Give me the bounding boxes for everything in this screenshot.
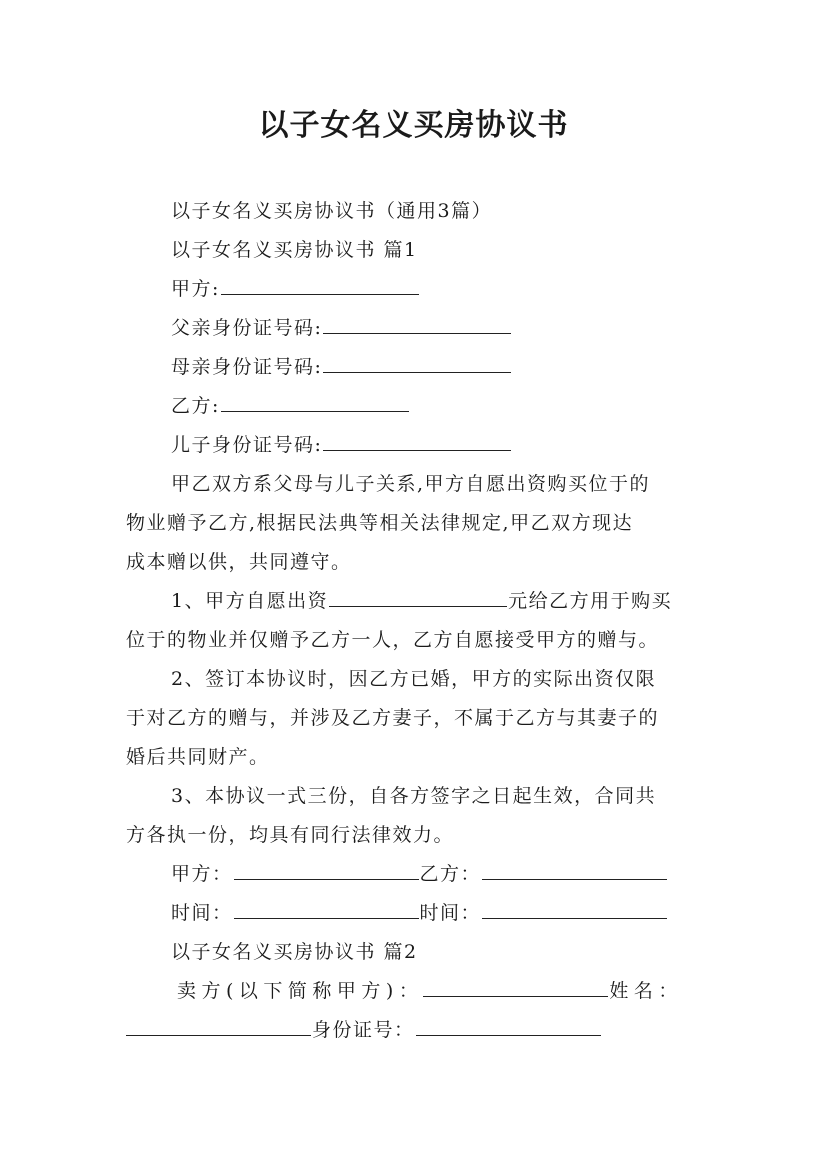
- clause-2-line-2: 于对乙方的赠与，并涉及乙方妻子，不属于乙方与其妻子的: [126, 707, 660, 729]
- seller-blank[interactable]: [423, 977, 608, 997]
- clause-1-line-1: [171, 586, 672, 616]
- time-b-label: 时间：: [419, 902, 482, 924]
- mother-id-line: [171, 352, 512, 382]
- son-id-blank[interactable]: [323, 431, 511, 451]
- party-a-blank[interactable]: [221, 275, 419, 295]
- mother-id-label: 母亲身份证号码:: [171, 356, 323, 378]
- clause-3-line-2: 方各执一份，均具有同行法律效力。: [126, 824, 455, 846]
- party-a-line: [171, 274, 420, 304]
- article-1-heading: 以子女名义买房协议书 篇1: [171, 239, 418, 261]
- party-b-label: 乙方:: [171, 395, 220, 417]
- clause-3-line-1: 3、本协议一式三份，自各方签字之日起生效，合同共: [171, 785, 657, 807]
- clause-1-text-a: 1、甲方自愿出资: [171, 590, 329, 612]
- signature-party-b-label: 乙方：: [419, 863, 482, 885]
- clause-2-line-1: 2、签订本协议时，因乙方已婚，甲方的实际出资仅限: [171, 668, 657, 690]
- time-b-blank[interactable]: [482, 899, 667, 919]
- paragraph-1-line-3: 成本赠以供，共同遵守。: [126, 551, 352, 573]
- clause-2-line-3: 婚后共同财产。: [126, 746, 270, 768]
- time-a-blank[interactable]: [234, 899, 419, 919]
- father-id-label: 父亲身份证号码:: [171, 317, 323, 339]
- seller-name-blank[interactable]: [126, 1016, 311, 1036]
- date-row: [171, 898, 668, 928]
- seller-id-blank[interactable]: [416, 1016, 601, 1036]
- son-id-line: [171, 430, 512, 460]
- clause-1-line-2: 位于的物业并仅赠予乙方一人，乙方自愿接受甲方的赠与。: [126, 629, 660, 651]
- amount-blank[interactable]: [329, 587, 507, 607]
- signature-party-a-label: 甲方：: [171, 863, 233, 885]
- seller-line: [177, 976, 683, 1006]
- party-b-line: [171, 391, 410, 421]
- clause-1-text-b: 元给乙方用于购买: [508, 590, 673, 612]
- seller-id-label: 身份证号：: [312, 1019, 415, 1041]
- seller-id-line: [126, 1015, 602, 1045]
- signature-party-a-blank[interactable]: [234, 860, 419, 880]
- document-title: 以子女名义买房协议书: [258, 108, 569, 143]
- seller-name-label: 姓名：: [609, 980, 683, 1002]
- son-id-label: 儿子身份证号码:: [171, 434, 323, 456]
- paragraph-1-line-2: 物业赠予乙方,根据民法典等相关法律规定,甲乙双方现达: [126, 512, 634, 534]
- father-id-line: [171, 313, 512, 343]
- signature-party-b-blank[interactable]: [482, 860, 667, 880]
- mother-id-blank[interactable]: [323, 353, 511, 373]
- father-id-blank[interactable]: [323, 314, 511, 334]
- party-a-label: 甲方:: [171, 278, 220, 300]
- subtitle-line: 以子女名义买房协议书（通用3篇）: [171, 200, 493, 222]
- seller-label: 卖方(以下简称甲方)：: [177, 980, 424, 1002]
- time-a-label: 时间：: [171, 902, 233, 924]
- article-2-heading: 以子女名义买房协议书 篇2: [171, 941, 418, 963]
- signature-row: [171, 859, 668, 889]
- party-b-blank[interactable]: [221, 392, 409, 412]
- paragraph-1-line-1: 甲乙双方系父母与儿子关系,甲方自愿出资购买位于的: [171, 473, 651, 495]
